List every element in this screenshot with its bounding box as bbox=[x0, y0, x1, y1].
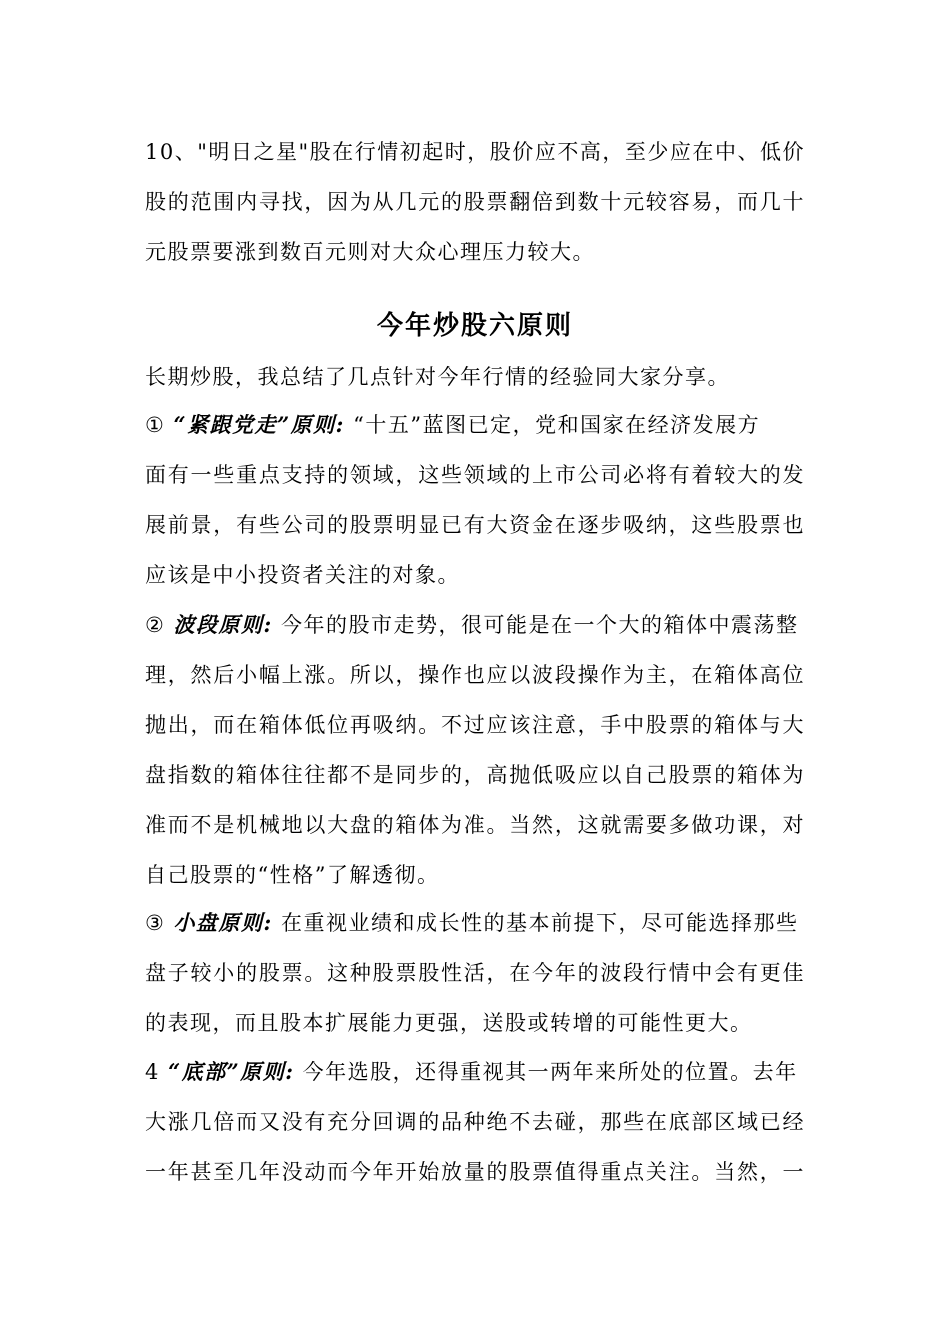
principle-1-line-4: 应该是中小投资者关注的对象。 bbox=[145, 563, 460, 587]
paragraph-10-line-2: 股的范围内寻找，因为从几元的股票翻倍到数十元较容易，而几十 bbox=[145, 190, 805, 214]
principle-2-line-3: 抛出，而在箱体低位再吸纳。不过应该注意，手中股票的箱体与大 bbox=[145, 713, 805, 737]
principle-1-line-3: 展前景，有些公司的股票明显已有大资金在逐步吸纳，这些股票也 bbox=[145, 513, 805, 537]
principle-3-text: 在重视业绩和成长性的基本前提下，尽可能选择那些 bbox=[280, 911, 799, 935]
principle-2-line-2: 理，然后小幅上涨。所以，操作也应以波段操作为主，在箱体高位 bbox=[145, 663, 805, 687]
principle-2-line-6: 自己股票的“性格”了解透彻。 bbox=[145, 863, 440, 887]
principle-3-line-1 bbox=[145, 908, 805, 938]
principle-1-line-2: 面有一些重点支持的领域，这些领域的上市公司必将有着较大的发 bbox=[145, 463, 805, 487]
principle-2-text: 今年的股市走势，很可能是在一个大的箱体中震荡整 bbox=[280, 613, 799, 637]
principle-1-line-1 bbox=[145, 410, 805, 440]
principle-1-heading: “紧跟党走”原则: bbox=[173, 412, 345, 437]
principle-4-line-1 bbox=[145, 1057, 805, 1087]
principle-3-line-2: 盘子较小的股票。这种股票股性活，在今年的波段行情中会有更佳 bbox=[145, 961, 805, 985]
principle-3-line-3: 的表现，而且股本扩展能力更强，送股或转增的可能性更大。 bbox=[145, 1011, 753, 1035]
paragraph-10-line-1: 10、"明日之星"股在行情初起时，股价应不高，至少应在中、低价 bbox=[145, 140, 805, 164]
principle-1-number: ① bbox=[145, 413, 166, 437]
principle-2-heading: 波段原则: bbox=[173, 612, 273, 637]
principle-4-line-2: 大涨几倍而又没有充分回调的品种绝不去碰，那些在底部区域已经 bbox=[145, 1110, 805, 1134]
principle-4-line-3: 一年甚至几年没动而今年开始放量的股票值得重点关注。当然，一 bbox=[145, 1160, 805, 1184]
principle-2-line-1 bbox=[145, 610, 805, 640]
paragraph-10-line-3: 元股票要涨到数百元则对大众心理压力较大。 bbox=[145, 240, 595, 264]
principle-4-number: 4 bbox=[145, 1060, 160, 1084]
principle-2-line-4: 盘指数的箱体往往都不是同步的，高抛低吸应以自己股票的箱体为 bbox=[145, 763, 805, 787]
principle-3-number: ③ bbox=[145, 911, 166, 935]
intro-line: 长期炒股，我总结了几点针对今年行情的经验同大家分享。 bbox=[145, 365, 730, 389]
principle-3-heading: 小盘原则: bbox=[173, 910, 273, 935]
section-title: 今年炒股六原则 bbox=[376, 311, 573, 341]
principle-4-text: 今年选股，还得重视其一两年来所处的位置。去年 bbox=[302, 1060, 798, 1084]
principle-2-number: ② bbox=[145, 613, 166, 637]
principle-4-heading: “底部”原则: bbox=[168, 1059, 295, 1084]
principle-1-text: “十五”蓝图已定，党和国家在经济发展方 bbox=[353, 413, 761, 437]
principle-2-line-5: 准而不是机械地以大盘的箱体为准。当然，这就需要多做功课，对 bbox=[145, 813, 805, 837]
